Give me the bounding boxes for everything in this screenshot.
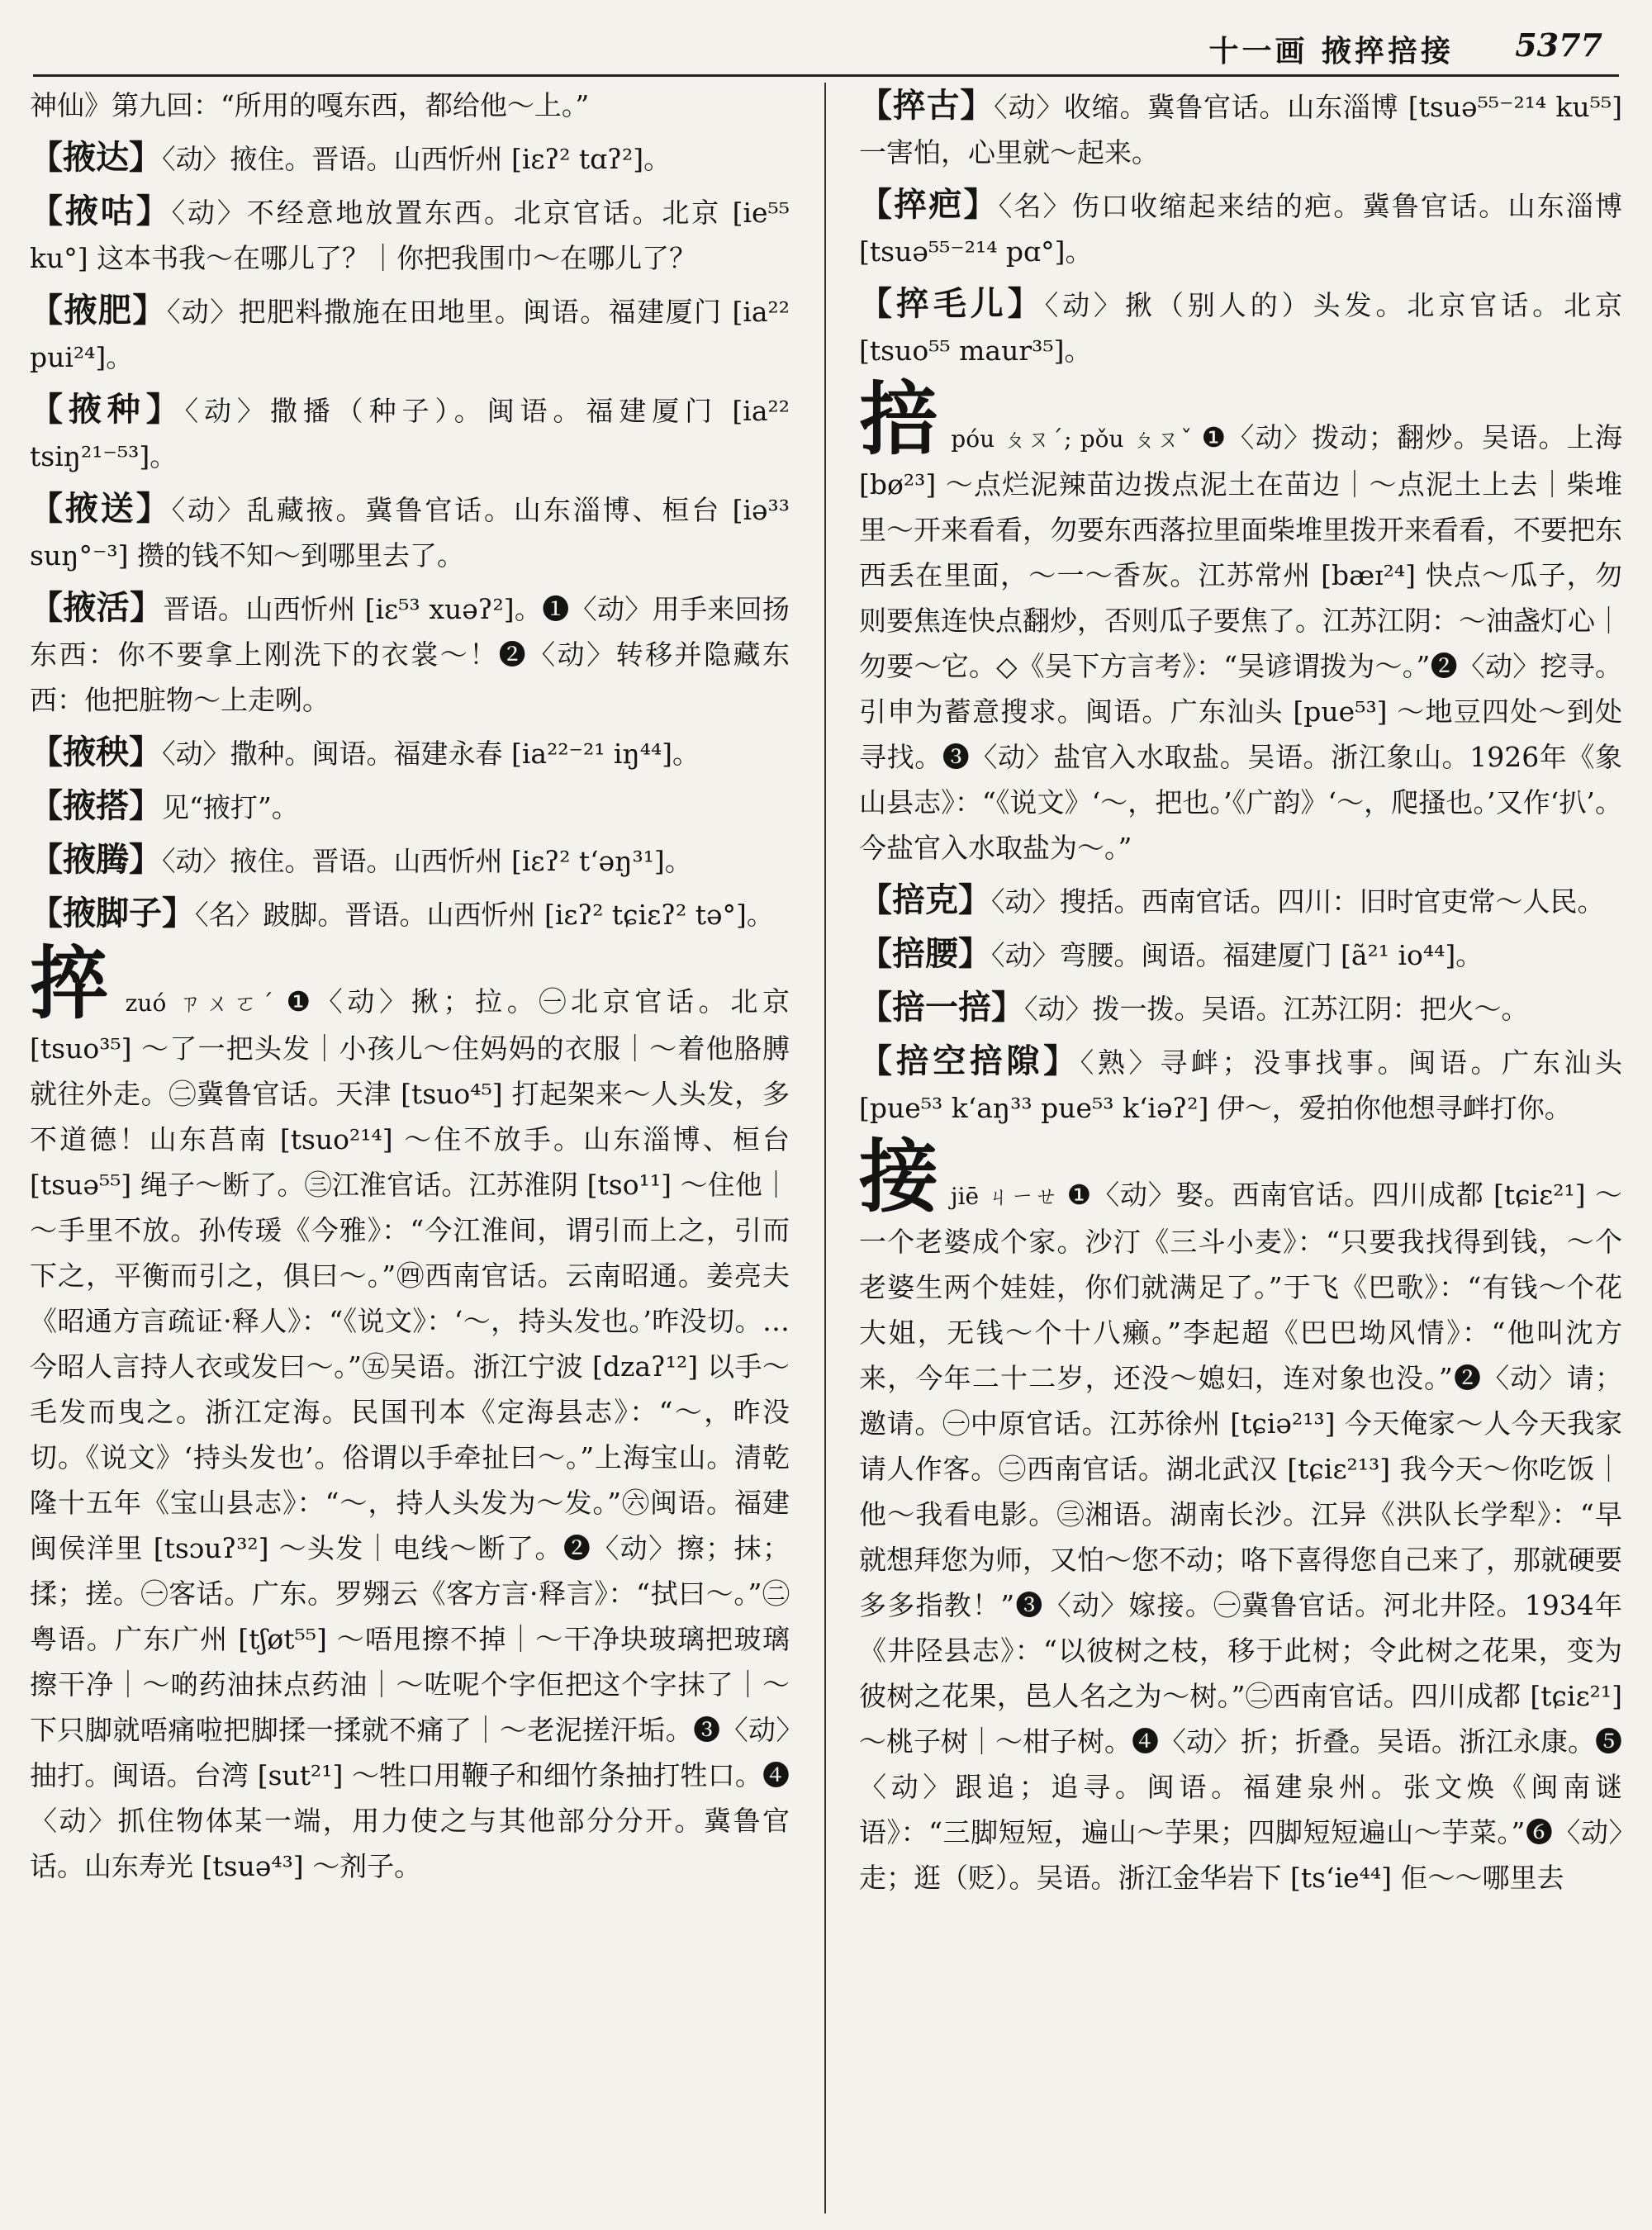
entry — [859, 281, 1622, 373]
entry — [30, 486, 790, 578]
definition: ❶〈动〉揪；拉。㊀北京官话。北京 [tsuo³⁵] ～了一把头发｜小孩儿～住妈妈的衣服｜～着他胳膊就往外走。㊁冀鲁官话。天津 [tsuo⁴⁵] 打起架来～人头发，多不道德！山东莒南 [tsuo²¹⁴] ～住不放手。山东淄博、桓台 [tsuə⁵⁵] 绳子～断了。㊂江淮官话。江苏淮阴 [tso¹¹] ～住他｜～手里不放。孙传瑗《今雅》：“今江淮间，谓引而上之，引而下之，平衡而引之，俱曰～。”㊃西南官话。云南昭通。姜亮夫《昭通方言疏证·释人》：“《说文》：‘～，持头发也。’昨没切。…今昭人言持人衣或发曰～。”㊄吴语。浙江宁波 [dzaʔ¹²] 以手～毛发而曳之。浙江定海。民国刊本《定海县志》：“～，昨没切。《说文》‘持头发也’。俗谓以手牵扯曰～。”上海宝山。清乾隆十五年《宝山县志》：“～，持人头发为～发。”㊅闽语。福建闽侯洋里 [tsɔuʔ³²] ～头发｜电线～断了。❷〈动〉擦；抹；揉；搓。㊀客话。广东。罗翙云《客方言·释言》：“拭曰～。”㊁粤语。广东广州 [tʃøt⁵⁵] ～唔甩擦不掉｜～干净块玻璃把玻璃擦干净｜～啲药油抹点药油｜～咗呢个字佢把这个字抹了｜～下只脚就唔痛啦把脚揉一揉就不痛了｜～老泥搓汗垢。❸〈动〉抽打。闽语。台湾 [sut²¹] ～牲口用鞭子和细竹条抽打牲口。❹〈动〉抓住物体某一端，用力使之与其他部分分开。冀鲁官话。山东寿光 [tsuə⁴³] ～剂子。 — [30, 985, 790, 1882]
running-head: 十一画 掖捽掊接 — [1208, 34, 1454, 69]
entry — [30, 837, 790, 884]
definition: 见“掖打”。 — [162, 791, 299, 823]
headword: 【捽毛儿】 — [859, 284, 1045, 323]
definition: 〈动〉拨一拨。吴语。江苏江阴：把火～。 — [1024, 993, 1529, 1025]
char-entry — [30, 937, 790, 1889]
definition: 〈动〉掖住。晋语。山西忻州 [iɛʔ² tʻəŋ³¹]。 — [162, 845, 692, 877]
char-entry — [859, 1130, 1623, 1900]
pronunciation: póu ㄆㄡˊ; pǒu ㄆㄡˇ — [951, 425, 1194, 453]
headword: 【掖脚子】 — [30, 894, 195, 932]
headword: 【捽古】 — [859, 86, 995, 125]
definition: 〈动〉撒种。闽语。福建永春 [ia²²⁻²¹ iŋ⁴⁴]。 — [162, 738, 700, 770]
definition: 〈动〉把肥料撒施在田地里。闽语。福建厦门 [ia²² pui²⁴]。 — [30, 296, 790, 373]
definition: 〈名〉跛脚。晋语。山西忻州 [iɛʔ² tɕiɛʔ² tə°]。 — [195, 899, 774, 931]
page-number: 5377 — [1515, 26, 1602, 64]
entry — [30, 387, 790, 479]
headword: 【掖种】 — [30, 390, 185, 429]
headword: 【掊空掊隙】 — [859, 1041, 1080, 1080]
entry — [859, 931, 1622, 978]
headword: 【掖搭】 — [30, 786, 162, 825]
entry — [859, 985, 1622, 1032]
left-column — [30, 83, 790, 2213]
definition: 〈熟〉寻衅；没事找事。闽语。广东汕头 [pue⁵³ kʻaŋ³³ pue⁵³ kʻiəʔ²] 伊～，爱拍你他想寻衅打你。 — [859, 1046, 1623, 1124]
definition: 〈动〉弯腰。闽语。福建厦门 [ã²¹ io⁴⁴]。 — [991, 939, 1483, 971]
definition: 〈动〉掖住。晋语。山西忻州 [iɛʔ² tɑʔ²]。 — [162, 143, 672, 175]
entry — [859, 182, 1622, 274]
headword: 【掊腰】 — [859, 934, 991, 973]
headword: 【捽疤】 — [859, 185, 999, 224]
pronunciation: jiē ㄐㄧㄝ — [950, 1183, 1059, 1210]
page-header — [33, 17, 1619, 77]
entry — [30, 729, 790, 776]
definition: 〈动〉乱藏掖。冀鲁官话。山东淄博、桓台 [iə³³ suŋ°⁻³] 攒的钱不知～到哪里去了。 — [30, 494, 790, 572]
entry — [30, 783, 790, 830]
headword: 【掖肥】 — [30, 291, 167, 330]
definition: 〈动〉揪（别人的）头发。北京官话。北京 [tsuo⁵⁵ maur³⁵]。 — [859, 289, 1623, 367]
entry — [30, 890, 790, 937]
right-column — [859, 83, 1622, 2213]
definition: 〈动〉收缩。冀鲁官话。山东淄博 [tsuə⁵⁵⁻²¹⁴ ku⁵⁵] 一害怕，心里就～起来。 — [859, 91, 1623, 168]
definition: 〈动〉不经意地放置东西。北京官话。北京 [ie⁵⁵ ku°] 这本书我～在哪儿了？｜你把我围巾～在哪儿了？ — [30, 197, 790, 274]
headword: 【掊一掊】 — [859, 988, 1024, 1027]
entry-continuation: 神仙》第九回：“所用的嘎东西，都给他～上。” — [30, 89, 590, 121]
head-character: 捽 — [30, 937, 114, 1030]
definition: 〈动〉撒播（种子）。闽语。福建厦门 [ia²² tsiŋ²¹⁻⁵³]。 — [30, 395, 790, 472]
char-entry — [859, 372, 1623, 871]
headword: 【掖咕】 — [30, 192, 172, 230]
headword: 【掖活】 — [30, 588, 164, 627]
entry — [859, 83, 1622, 175]
entry — [859, 1038, 1622, 1131]
entry — [30, 135, 790, 182]
headword: 【掖秧】 — [30, 733, 162, 771]
entry — [30, 287, 790, 380]
column-divider — [824, 83, 826, 2213]
entry — [859, 877, 1622, 924]
headword: 【掖送】 — [30, 489, 172, 528]
definition: ❶〈动〉娶。西南官话。四川成都 [tɕiɛ²¹] ～一个老婆成个家。沙汀《三斗小麦》：“只要我找得到钱，～个老婆生两个娃娃，你们就满足了。”于飞《巴歌》：“有钱～个花大姐，无钱～个十八癞。”李起超《巴巴坳风情》：“他叫沈方来，今年二十二岁，还没～媳妇，连对象也没。”❷〈动〉请；邀请。㊀中原官话。江苏徐州 [tɕiə²¹³] 今天俺家～人今天我家请人作客。㊁西南官话。湖北武汉 [tɕiɛ²¹³] 我今天～你吃饭｜他～我看电影。㊂湘语。湖南长沙。江异《洪队长学犁》：“早就想拜您为师，又怕～您不动；咯下喜得您自己来了，那就硬要多多指教！”❸〈动〉嫁接。㊀冀鲁官话。河北井陉。1934年《井陉县志》：“以彼树之枝，移于此树；令此树之花果，变为彼树之花果，邑人名之为～树。”㊁西南官话。四川成都 [tɕiɛ²¹] ～桃子树｜～柑子树。❹〈动〉折；折叠。吴语。浙江永康。❺〈动〉跟追；追寻。闽语。福建泉州。张文焕《闽南谜语》：“三脚短短，遍山～芋果；四脚短短遍山～芋菜。”❻〈动〉走；逛（贬）。吴语。浙江金华岩下 [tsʻie⁴⁴] 佢～～哪里去 — [859, 1179, 1623, 1894]
head-character: 接 — [859, 1130, 939, 1223]
headword: 【掖达】 — [30, 138, 162, 177]
definition: 〈动〉搜括。西南官话。四川：旧时官吏常～人民。 — [991, 885, 1605, 918]
entry — [30, 585, 790, 723]
head-character: 掊 — [859, 372, 940, 466]
pronunciation: zuó ㄗㄨㄛˊ — [125, 989, 278, 1017]
entry — [30, 188, 790, 281]
definition: ❶〈动〉拨动；翻炒。吴语。上海 [bø²³] ～点烂泥辣苗边拨点泥土在苗边｜～点泥土上去｜柴堆里～开来看看，勿要东西落拉里面柴堆里拨开来看看，不要把东西丢在里面，～一～香灰。江苏常州 [bæɪ²⁴] 快点～瓜子，勿则要焦连快点翻炒，否则瓜子要焦了。江苏江阴：～油盏灯心｜勿要～它。◇《吴下方言考》：“吴谚谓拨为～。”❷〈动〉挖寻。引申为蓄意搜求。闽语。广东汕头 [pue⁵³] ～地豆四处～到处寻找。❸〈动〉盐官入水取盐。吴语。浙江象山。1926年《象山县志》：“《说文》‘～，把也。’《广韵》‘～，爬搔也。’又作‘扒’。今盐官入水取盐为～。” — [859, 421, 1623, 864]
headword: 【掖腾】 — [30, 840, 162, 879]
definition: 〈名〉伤口收缩起来结的疤。冀鲁官话。山东淄博 [tsuə⁵⁵⁻²¹⁴ pɑ°]。 — [859, 190, 1623, 268]
definition: 晋语。山西忻州 [iɛ⁵³ xuəʔ²]。❶〈动〉用手来回扬东西：你不要拿上刚洗下的衣裳～！❷〈动〉转移并隐藏东西：他把脏物～上走咧。 — [30, 593, 790, 716]
headword: 【掊克】 — [859, 880, 991, 919]
